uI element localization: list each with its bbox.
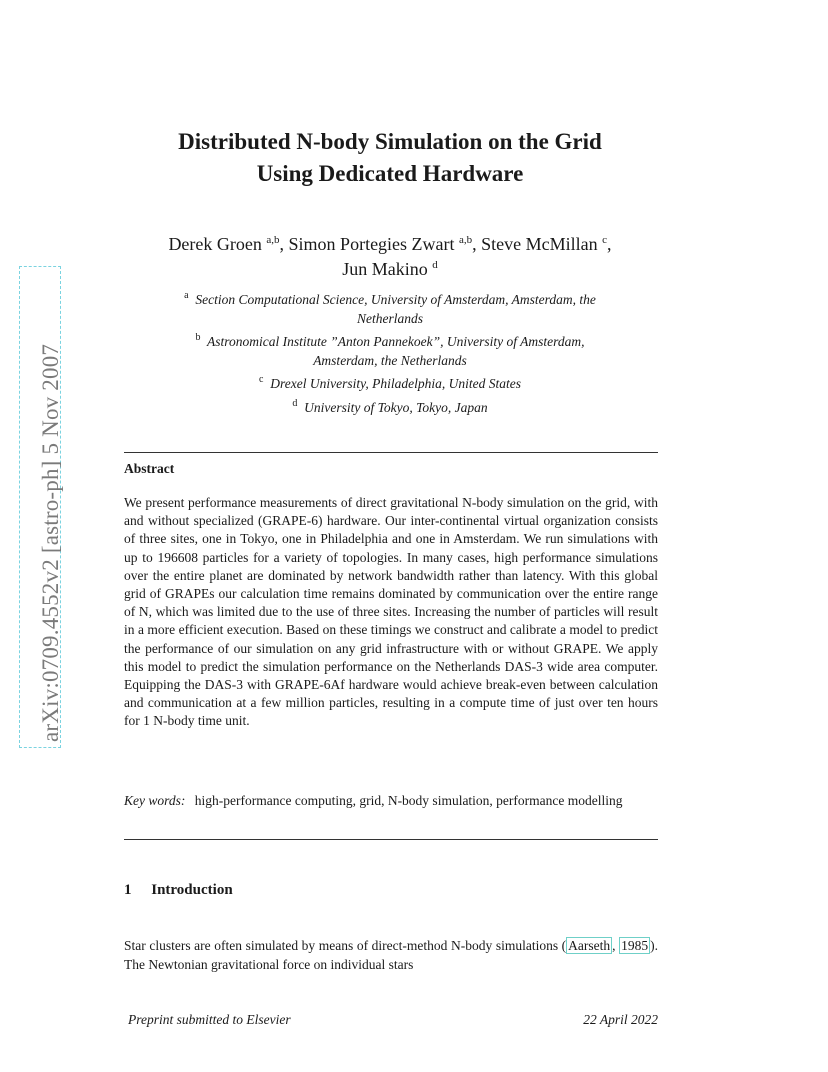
author-name: Derek Groen (168, 234, 262, 254)
footer-left: Preprint submitted to Elsevier (128, 1012, 291, 1027)
affiliation-mark: a (184, 290, 189, 301)
citation-year-link[interactable]: 1985 (621, 938, 649, 953)
abstract-heading: Abstract (124, 461, 175, 476)
affiliation-c (120, 374, 660, 393)
affiliation-text: Amsterdam, the Netherlands (313, 353, 467, 368)
citation-separator: , (612, 938, 620, 953)
affiliation-d (120, 398, 660, 417)
intro-text: ). The Newtonian gravitational force on individual stars (124, 938, 658, 972)
keywords-label: Key words: (124, 793, 186, 808)
author-name: Jun Makino (342, 259, 428, 279)
section-title: Introduction (151, 882, 233, 898)
abstract-bottom-rule (124, 839, 658, 840)
affiliation-text: Section Computational Science, University of Amsterdam, Amsterdam, the (195, 292, 596, 307)
section-heading (124, 882, 233, 899)
paper-title (120, 126, 660, 190)
keywords-text: high-performance computing, grid, N-body simulation, performance modelling (194, 793, 623, 808)
affiliation-a (120, 290, 660, 328)
author-affiliation-mark: a,b (459, 234, 473, 246)
author-list: Derek Groen $^{a,b}$, Simon Portegies Zwart $^{a,b}$, Steve McMillan $^c$, Jun Makino $^d$ (168, 234, 612, 279)
abstract-top-rule (124, 452, 658, 453)
title-line-2: Using Dedicated Hardware (256, 161, 524, 186)
citation-author-link[interactable]: Aarseth (568, 938, 611, 953)
author-affiliation-mark: c (602, 234, 608, 246)
affiliation-b (120, 332, 660, 370)
affiliation-text: Netherlands (357, 311, 423, 326)
intro-text: Star clusters are often simulated by means of direct-method N-body simulations ( (124, 938, 567, 953)
section-number: 1 (124, 882, 132, 898)
affiliation-text: Astronomical Institute ”Anton Pannekoek”, University of Amsterdam, (207, 334, 585, 349)
footer-right: 22 April 2022 (583, 1012, 658, 1027)
affiliation-mark: c (259, 374, 264, 385)
title-line-1: Distributed N-body Simulation on the Grid (178, 129, 602, 154)
affiliation-mark: b (195, 332, 201, 343)
keywords (124, 792, 658, 811)
arxiv-stamp[interactable]: arXiv:0709.4552v2 [astro-ph] 5 Nov 2007 (38, 343, 63, 742)
author-name: Simon Portegies Zwart (288, 234, 455, 254)
author-affiliation-mark: d (432, 259, 438, 271)
intro-paragraph (124, 936, 658, 974)
affiliation-text: Drexel University, Philadelphia, United States (270, 376, 521, 391)
author-name: Steve McMillan (481, 234, 598, 254)
affiliation-text: University of Tokyo, Tokyo, Japan (304, 400, 488, 415)
affiliation-mark: d (292, 398, 298, 409)
abstract-text: We present performance measurements of direct gravitational N-body simulation on the grid, with and without specialized (GRAPE-6) hardware. Our inter-continental virtual organization consists of three sites, one in Tokyo, one in Philadelphia and one in Amsterdam. We run simulations with up to 196608 particles for a variety of topologies. In many cases, high performance simulations over the entire planet are dominated by network bandwidth rather than latency. With this global grid of GRAPEs our calculation time remains dominated by communication over the entire range of N, which was limited due to the use of three sites. Increasing the number of particles will result in a more efficient execution. Based on these timings we construct and calibrate a model to predict the performance of our simulation on any grid infrastructure with or without GRAPE. We apply this model to predict the simulation performance on the Netherlands DAS-3 wide area computer. Equipping the DAS-3 with GRAPE-6Af hardware would achieve break-even between calculation and communication at a few million particles, resulting in a compute time of just over ten hours for 1 N-body time unit. (124, 495, 658, 729)
author-affiliation-mark: a,b (266, 234, 280, 246)
